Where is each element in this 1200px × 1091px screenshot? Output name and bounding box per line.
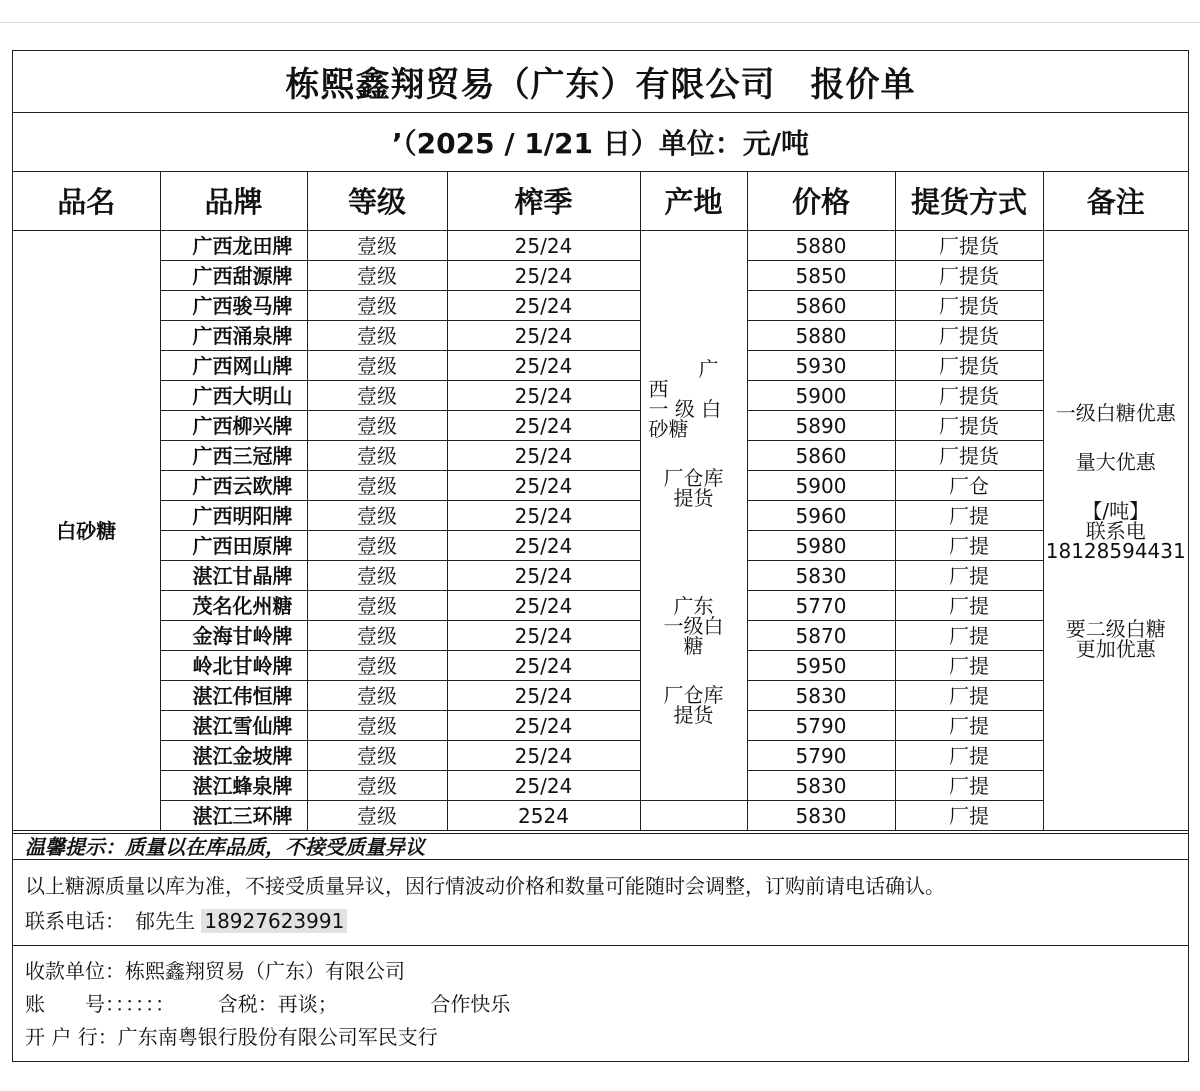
grade-cell: 壹级 (307, 231, 447, 261)
grade-cell: 壹级 (307, 381, 447, 411)
origin-gd-2: 糖 (683, 633, 704, 658)
pickup-cell: 厂提 (895, 711, 1043, 741)
table-row (13, 591, 1188, 621)
document-title: 栋熙鑫翔贸易（广东）有限公司 报价单 (13, 51, 1188, 113)
origin-gx-2: 一 级 白 (648, 396, 722, 421)
grade-cell: 壹级 (307, 291, 447, 321)
payee-line: 收款单位：栋熙鑫翔贸易（广东）有限公司 (25, 959, 405, 983)
pickup-cell: 厂提 (895, 591, 1043, 621)
table-row (13, 231, 1188, 261)
contact-line (25, 905, 1188, 934)
origin-gx-pickup-0: 厂仓库 (663, 465, 724, 490)
brand-cell: 广西柳兴牌 (160, 411, 307, 441)
price-cell: 5890 (747, 411, 895, 441)
header-product: 品名 (13, 171, 160, 231)
table-row (13, 501, 1188, 531)
grade-cell: 壹级 (307, 261, 447, 291)
table-row (13, 261, 1188, 291)
table-row (13, 561, 1188, 591)
top-divider (0, 22, 1200, 23)
price-cell: 5960 (747, 501, 895, 531)
table-row (13, 651, 1188, 681)
grade-cell: 壹级 (307, 561, 447, 591)
header-brand: 品牌 (160, 171, 307, 231)
grade-cell: 壹级 (307, 411, 447, 441)
remark-line-4: 联系电 (1085, 518, 1146, 543)
price-cell: 5830 (747, 801, 895, 831)
brand-cell: 广西田原牌 (160, 531, 307, 561)
pickup-cell: 厂提 (895, 501, 1043, 531)
season-cell: 25/24 (447, 471, 640, 501)
season-cell: 25/24 (447, 561, 640, 591)
season-cell: 25/24 (447, 351, 640, 381)
header-season: 榨季 (447, 171, 640, 231)
price-cell: 5850 (747, 261, 895, 291)
season-cell: 2524 (447, 801, 640, 831)
header-price: 价格 (747, 171, 895, 231)
remark-line-7: 更加优惠 (1075, 636, 1156, 661)
table-row (13, 411, 1188, 441)
grade-cell: 壹级 (307, 681, 447, 711)
grade-cell: 壹级 (307, 531, 447, 561)
table-row (13, 321, 1188, 351)
pickup-cell: 厂提货 (895, 261, 1043, 291)
grade-cell: 壹级 (307, 441, 447, 471)
brand-cell: 广西网山牌 (160, 351, 307, 381)
remark-line-3: 【/吨】 (1082, 498, 1150, 523)
document-subtitle: ’（2025 / 1/21 日）单位：元/吨 (13, 112, 1188, 172)
origin-gx-1: 西 (648, 376, 669, 401)
brand-cell: 广西明阳牌 (160, 501, 307, 531)
price-cell: 5830 (747, 681, 895, 711)
brand-cell: 湛江雪仙牌 (160, 711, 307, 741)
pickup-cell: 厂提 (895, 771, 1043, 801)
pickup-cell: 厂提 (895, 801, 1043, 831)
grade-cell: 壹级 (307, 501, 447, 531)
grade-cell: 壹级 (307, 801, 447, 831)
origin-gd-1: 一级白 (663, 613, 724, 638)
season-cell: 25/24 (447, 291, 640, 321)
brand-cell: 广西骏马牌 (160, 291, 307, 321)
table-row (13, 681, 1188, 711)
brand-cell: 广西甜源牌 (160, 261, 307, 291)
table-row (13, 471, 1188, 501)
info-block (13, 859, 1188, 946)
header-grade: 等级 (307, 171, 447, 231)
origin-gx-3: 砂糖 (648, 416, 689, 441)
bank-line: 开 户 行：广东南粤银行股份有限公司军民支行 (25, 1025, 438, 1049)
origin-empty-cell (640, 801, 747, 831)
price-cell: 5870 (747, 621, 895, 651)
table-row (13, 711, 1188, 741)
season-cell: 25/24 (447, 321, 640, 351)
product-cell: 白砂糖 (13, 231, 160, 831)
notice-text: 温馨提示：质量以在库品质，不接受质量异议 (13, 833, 1188, 859)
brand-cell: 湛江伟恒牌 (160, 681, 307, 711)
account-label: 账 号：：：：：： (25, 992, 175, 1016)
price-cell: 5790 (747, 741, 895, 771)
season-cell: 25/24 (447, 771, 640, 801)
brand-cell: 广西云欧牌 (160, 471, 307, 501)
season-cell: 25/24 (447, 261, 640, 291)
season-cell: 25/24 (447, 501, 640, 531)
origin-gx-pickup-1: 提货 (673, 485, 714, 510)
brand-cell: 广西涌泉牌 (160, 321, 307, 351)
header-pickup: 提货方式 (895, 171, 1043, 231)
tax-label: 含税：再谈； (217, 992, 338, 1016)
price-cell: 5770 (747, 591, 895, 621)
season-cell: 25/24 (447, 591, 640, 621)
account-line (25, 991, 1188, 1017)
quote-sheet (12, 50, 1189, 1062)
price-cell: 5930 (747, 351, 895, 381)
info-text: 以上糖源质量以库为准，不接受质量异议，因行情波动价格和数量可能随时会调整，订购前请电话确认。 (25, 874, 945, 898)
season-cell: 25/24 (447, 231, 640, 261)
payment-block (13, 946, 1188, 1062)
header-origin: 产地 (640, 171, 747, 231)
pickup-cell: 厂提货 (895, 231, 1043, 261)
season-cell: 25/24 (447, 531, 640, 561)
grade-cell: 壹级 (307, 621, 447, 651)
price-cell: 5860 (747, 441, 895, 471)
season-cell: 25/24 (447, 741, 640, 771)
price-cell: 5900 (747, 381, 895, 411)
grade-cell: 壹级 (307, 351, 447, 381)
season-cell: 25/24 (447, 681, 640, 711)
table-row (13, 291, 1188, 321)
table-row (13, 441, 1188, 471)
pickup-cell: 厂提 (895, 561, 1043, 591)
table-row (13, 381, 1188, 411)
table-row (13, 621, 1188, 651)
remark-line-6: 要二级白糖 (1065, 616, 1166, 641)
table-row (13, 531, 1188, 561)
brand-cell: 广西大明山 (160, 381, 307, 411)
price-cell: 5830 (747, 771, 895, 801)
price-cell: 5880 (747, 321, 895, 351)
brand-cell: 茂名化州糖 (160, 591, 307, 621)
slogan-label: 合作快乐 (430, 992, 511, 1016)
brand-cell: 广西三冠牌 (160, 441, 307, 471)
pickup-cell: 厂提货 (895, 381, 1043, 411)
price-cell: 5790 (747, 711, 895, 741)
origin-gd-pickup-1: 提货 (673, 702, 714, 727)
remark-line-5[interactable]: 18128594431 (1045, 538, 1186, 563)
pickup-cell: 厂提货 (895, 351, 1043, 381)
origin-gd-0: 广东 (673, 593, 714, 618)
header-remarks: 备注 (1043, 171, 1188, 231)
grade-cell: 壹级 (307, 771, 447, 801)
price-cell: 5980 (747, 531, 895, 561)
table-header-row (13, 171, 1188, 231)
brand-cell: 广西龙田牌 (160, 231, 307, 261)
grade-cell: 壹级 (307, 711, 447, 741)
price-cell: 5900 (747, 471, 895, 501)
pickup-cell: 厂提 (895, 531, 1043, 561)
price-cell: 5950 (747, 651, 895, 681)
brand-cell: 湛江三环牌 (160, 801, 307, 831)
season-cell: 25/24 (447, 381, 640, 411)
pickup-cell: 厂提货 (895, 411, 1043, 441)
pickup-cell: 厂提 (895, 681, 1043, 711)
brand-cell: 金海甘岭牌 (160, 621, 307, 651)
pickup-cell: 厂仓 (895, 471, 1043, 501)
season-cell: 25/24 (447, 621, 640, 651)
brand-cell: 岭北甘岭牌 (160, 651, 307, 681)
brand-cell: 湛江金坡牌 (160, 741, 307, 771)
origin-cell (640, 231, 747, 801)
table-row (13, 771, 1188, 801)
pickup-cell: 厂提 (895, 621, 1043, 651)
grade-cell: 壹级 (307, 591, 447, 621)
pickup-cell: 厂提货 (895, 321, 1043, 351)
origin-gx-0: 广 (698, 356, 719, 381)
table-row (13, 741, 1188, 771)
table-row (13, 801, 1188, 831)
grade-cell: 壹级 (307, 321, 447, 351)
season-cell: 25/24 (447, 411, 640, 441)
table-row (13, 351, 1188, 381)
season-cell: 25/24 (447, 711, 640, 741)
brand-cell: 湛江蜂泉牌 (160, 771, 307, 801)
season-cell: 25/24 (447, 441, 640, 471)
price-cell: 5860 (747, 291, 895, 321)
price-cell: 5830 (747, 561, 895, 591)
brand-cell: 湛江甘晶牌 (160, 561, 307, 591)
pickup-cell: 厂提货 (895, 441, 1043, 471)
grade-cell: 壹级 (307, 741, 447, 771)
pickup-cell: 厂提 (895, 741, 1043, 771)
pickup-cell: 厂提 (895, 651, 1043, 681)
remark-line-2: 量大优惠 (1075, 449, 1156, 474)
contact-phone[interactable]: 18927623991 (201, 909, 347, 933)
season-cell: 25/24 (447, 651, 640, 681)
grade-cell: 壹级 (307, 471, 447, 501)
price-cell: 5880 (747, 231, 895, 261)
origin-gd-pickup-0: 厂仓库 (663, 682, 724, 707)
price-table (13, 171, 1188, 831)
remark-line-1: 一级白糖优惠 (1055, 400, 1176, 425)
contact-label: 联系电话： 郁先生 (25, 909, 195, 933)
grade-cell: 壹级 (307, 651, 447, 681)
pickup-cell: 厂提货 (895, 291, 1043, 321)
remarks-cell (1043, 231, 1188, 831)
